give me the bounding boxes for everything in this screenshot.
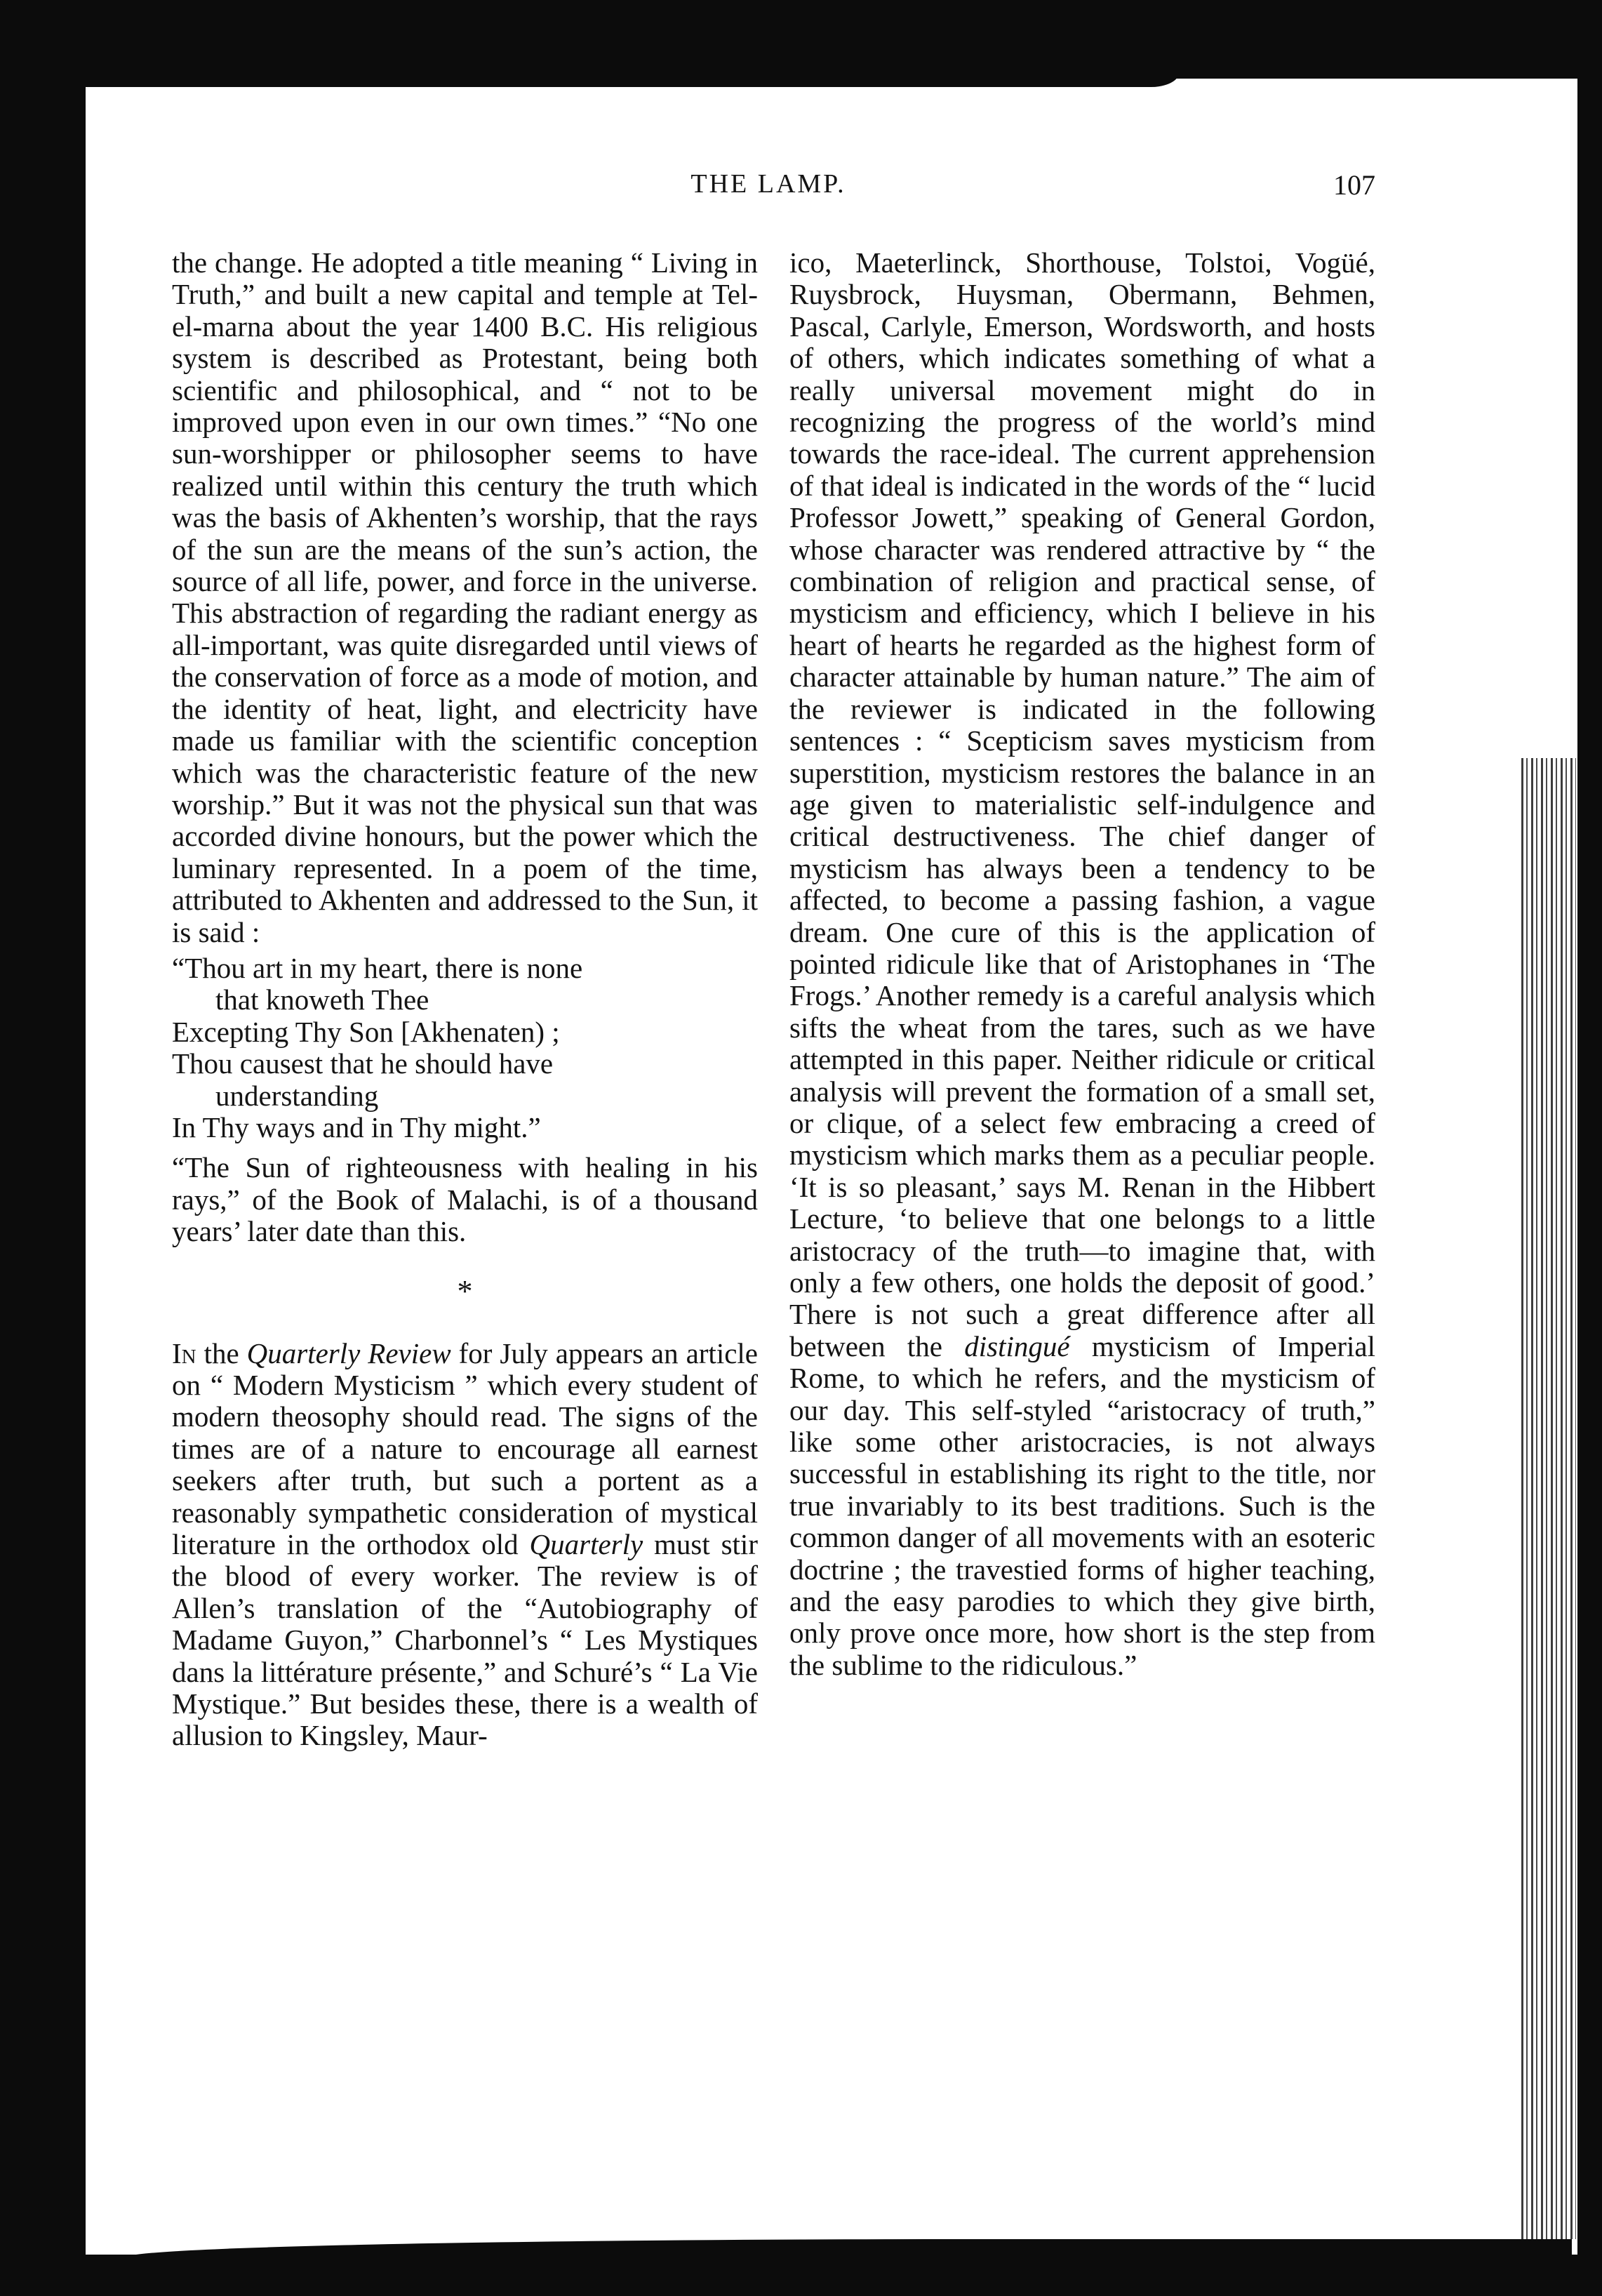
paragraph-text: mysticism of Imperial Rome, to which he refers, and the mysticism of our day. This self-styled “aristocracy of truth,” like some other aristocracies, is not always successful in establishing its right to the title, nor true invariably to its best traditions. Such is the common danger of all movements with an esoteric doctrine ; the travestied forms of higher teaching, and the easy parodies to which they give birth, only prove once more, how short is the step from the sublime to the ridiculous.”: [789, 1329, 1376, 1681]
italic-term: distingué: [964, 1329, 1070, 1362]
poem-line: “Thou art in my heart, there is none: [172, 951, 583, 984]
poem-quote: [172, 953, 758, 1143]
paragraph-quarterly-review: [172, 1338, 758, 1752]
poem-line-continuation: that knoweth Thee: [215, 983, 429, 1016]
page-header: [161, 168, 1375, 211]
paragraph-lead-word: In: [172, 1336, 196, 1369]
publication-title: Quarterly Review: [246, 1336, 451, 1369]
paragraph-text: must stir the blood of every worker. The review is of Allen’s translation of the “Autobiography of Madame Guyon,” Charbonnel’s “ Les Mystiques dans la littérature présente,” and Schuré’s “ La Vie Mystique.” But besides these, there is a wealth of allusion to Kingsley, Maur-: [172, 1528, 758, 1752]
poem-line: Thou causest that he should have: [172, 1047, 554, 1080]
right-column: [789, 247, 1375, 1681]
paragraph-malachi: “The Sun of righteousness with healing in his rays,” of the Book of Malachi, is of a thousand years’ later date than this.: [172, 1151, 758, 1248]
paragraph-text: for July appears an article on “ Modern Mysticism ” which every student of modern theosophy should read. The signs of the times are of a nature to encourage all earnest seekers after truth, but such a portent as a reasonably sympathetic consideration of mystical literature in the orthodox old: [172, 1336, 758, 1561]
poem-line: In Thy ways and in Thy might.”: [172, 1110, 541, 1143]
paragraph-akhenten: the change. He adopted a title meaning “ Living in Truth,” and built a new capital and temple at Tel-el-marna about the year 1400 B.C. His religious system is described as Protestant, being both scientific and philosophical, and “ not to be improved upon even in our own times.” “No one sun-worshipper or philosopher seems to have realized until within this century the truth which was the basis of Akhenten’s worship, that the rays of the sun are the means of the sun’s action, the source of all life, power, and force in the universe. This abstraction of regarding the radiant energy as all-important, was quite disregarded until views of the conservation of force as a mode of motion, and the identity of heat, light, and electricity have made us familiar with the scientific conception which was the characteristic feature of the new worship.” But it was not the physical sun that was accorded divine honours, but the power which the luminary represented. In a poem of the time, attributed to Akhenten and addressed to the Sun, it is said :: [172, 246, 758, 948]
book-binding-edge: [1521, 758, 1576, 2239]
paragraph-mysticism: [789, 247, 1375, 1681]
scan-border-bottom: [0, 2255, 1602, 2296]
page-number: 107: [1333, 169, 1375, 201]
publication-title: Quarterly: [529, 1528, 643, 1561]
scan-border-right: [1577, 0, 1602, 2296]
paragraph-text: ico, Maeterlinck, Shorthouse, Tolstoi, Vogüé, Ruysbrock, Huysman, Obermann, Behmen, Pascal, Carlyle, Emerson, Wordsworth, and hosts of others, which indicates something of what a really universal movement might do in recognizing the progress of the world’s mind towards the race-ideal. The current apprehension of that ideal is indicated in the words of the “ lucid Professor Jowett,” speaking of General Gordon, whose character was rendered attractive by “ the combination of religion and practical sense, of mysticism and efficiency, which I believe in his heart of hearts he regarded as the highest form of character attainable by human nature.” The aim of the reviewer is indicated in the following sentences : “ Scepticism saves mysticism from superstition, mysticism restores the balance in an age given to materialistic self-indulgence and critical destructiveness. The chief danger of mysticism has always been a tendency to be affected, to become a passing fashion, a vague dream. One cure of this is the application of pointed ridicule like that of Aristophanes in ‘The Frogs.’ Another remedy is a careful analysis which sifts the wheat from the tares, such as we have attempted in this paper. Neither ridicule or critical analysis will prevent the formation of a small set, or clique, of a select few embracing a creed of mysticism which marks them as a peculiar people. ‘It is so pleasant,’ says M. Renan in the Hibbert Lecture, ‘to believe that one belongs to a little aristocracy of the truth—to imagine that, with only a few others, one holds the deposit of good.’ There is not such a great difference after all between the: [789, 246, 1375, 1362]
scan-border-left: [0, 0, 86, 2296]
scan-border-top-shadow: [0, 59, 1179, 87]
running-title: THE LAMP.: [690, 169, 846, 199]
paragraph-text: the: [196, 1336, 247, 1369]
poem-line-continuation: understanding: [215, 1079, 379, 1112]
left-column: [172, 247, 758, 1752]
poem-line: Excepting Thy Son [Akhenaten) ;: [172, 1015, 560, 1048]
section-ornament: *: [457, 1273, 473, 1308]
